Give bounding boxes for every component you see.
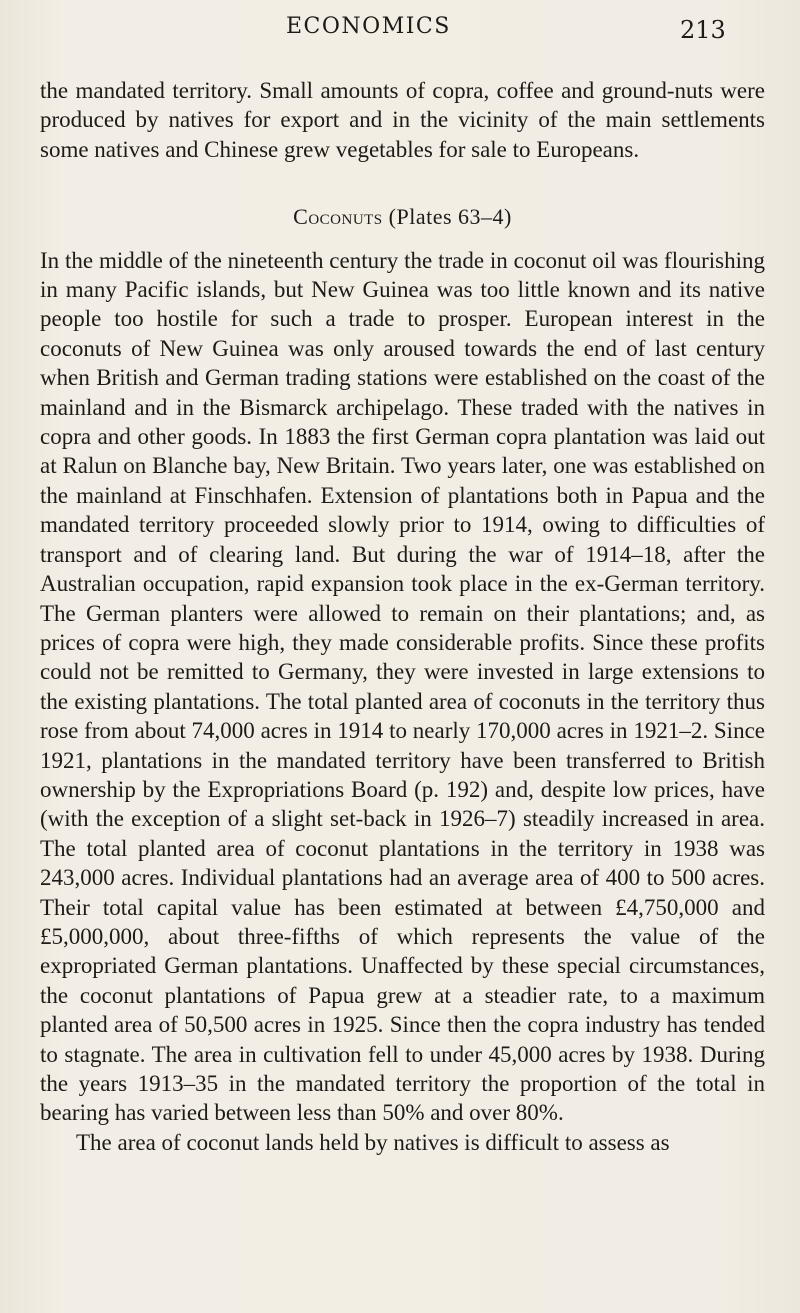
section-heading (40, 202, 765, 231)
section-heading-plates: (Plates 63–4) (382, 204, 512, 230)
paragraph-native-lands: The area of coconut lands held by natives is difficult to assess as (76, 1129, 670, 1155)
section-heading-title: Coconuts (293, 204, 383, 230)
page-number: 213 (680, 16, 726, 44)
running-title: ECONOMICS (286, 14, 451, 39)
opening-paragraph: the mandated territory. Small amounts of copra, coffee and ground-nuts were produced by natives for export and in the vicinity of the main settlements some natives and Chinese grew vegetables for sale to Europeans. (40, 78, 765, 162)
paragraph-coconuts: In the middle of the nineteenth century the trade in coconut oil was flourishing in many Pacific islands, but New Guinea was too little known and its native people too hostile for such a trade to prosper. European interest in the coconuts of New Guinea was only aroused towards the end of last century when British and German trading stations were established on the coast of the mainland and in the Bismarck archipelago. These traded with the natives in copra and other goods. In 1883 the first German copra plantation was laid out at Ralun on Blanche bay, New Britain. Two years later, one was established on the mainland at Finschhafen. Extension of plantations both in Papua and the mandated territory proceeded slowly prior to 1914, owing to difficulties of transport and of clearing land. But during the war of 1914–18, after the Australian occupation, rapid expansion took place in the ex-German territory. The German planters were allowed to remain on their plantations; and, as prices of copra were high, they made considerable profits. Since these profits could not be remitted to Germany, they were invested in large extensions to the existing plantations. The total planted area of coconuts in the territory thus rose from about 74,000 acres in 1914 to nearly 170,000 acres in 1921–2. Since 1921, plantations in the mandated territory have been transferred to British ownership by the Expropriations Board (p. 192) and, despite low prices, have (with the exception of a slight set-back in 1926–7) steadily increased in area. The total planted area of coconut plantations in the territory in 1938 was 243,000 acres. Individual plantations had an average area of 400 to 500 acres. Their total capital value has been estimated at between £4,750,000 and £5,000,000, about three-fifths of which represents the value of the expropriated German plantations. Unaffected by these special circumstances, the coconut plantations of Papua grew at a steadier rate, to a maximum planted area of 50,500 acres in 1925. Since then the copra industry has tended to stagnate. The area in cultivation fell to under 45,000 acres by 1938. During the years 1913–35 in the mandated territory the proportion of the total in bearing has varied between less than 50% and over 80%. (40, 247, 765, 1126)
body-text (40, 76, 765, 1157)
running-head (0, 6, 800, 44)
